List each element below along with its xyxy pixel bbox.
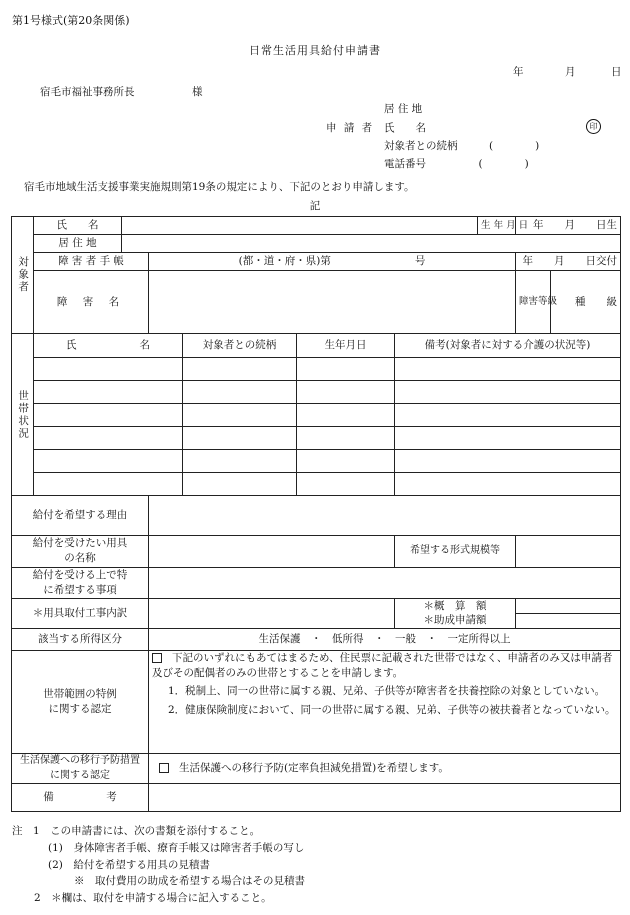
income-category-options[interactable]: 生活保護 ・ 低所得 ・ 一般 ・ 一定所得以上 [149, 629, 621, 651]
note-1-item-2: (2) 給付を希望する用具の見積書 [48, 858, 210, 871]
disability-name-label: 障 害 名 [34, 271, 149, 334]
transition-block [149, 754, 621, 784]
disability-grade-label: 障害等級 [516, 271, 551, 334]
remarks-field[interactable] [149, 784, 621, 812]
document-title: 日常生活用具給付申請書 [249, 44, 381, 57]
subject-address-field[interactable] [122, 235, 621, 253]
special-request-field[interactable] [149, 567, 621, 598]
household-section-label: 世帯状況 [12, 334, 34, 496]
applicant-address-label: 居 住 地 [384, 103, 423, 115]
household-row [12, 358, 621, 381]
item-name-label: 給付を受けたい用具の名称 [12, 536, 149, 567]
applicant-name-label: 氏 名 [384, 122, 426, 134]
intro-text: 宿毛市地域生活支援事業実施規則第19条の規定により、下記のとおり申請します。 [24, 181, 415, 193]
household-col-relation: 対象者との続柄 [183, 334, 297, 358]
transition-checkbox[interactable] [159, 763, 169, 773]
household-col-birth: 生年月日 [297, 334, 395, 358]
household-row [12, 473, 621, 496]
birth-date-field[interactable]: 年 月 日生 [516, 217, 621, 235]
handbook-label: 障 害 者 手 帳 [34, 253, 149, 271]
household-row [12, 427, 621, 450]
install-work-label: ＊用具取付工事内訳 [12, 599, 149, 629]
notes-section [12, 823, 305, 907]
date-month: 月 [565, 66, 576, 78]
install-work-field[interactable] [149, 599, 395, 629]
applicant-relation-label: 対象者との続柄 ( ) [384, 140, 540, 152]
handbook-number-field[interactable]: (都・道・府・県)第 号 [149, 253, 516, 271]
special-case-item-1: 1．税制上、同一の世帯に属する親、兄弟、子供等が障害者を扶養控除の対象としていない。 [168, 685, 606, 698]
special-case-text: 下記のいずれにもあてはまるため、住民票に記載された世帯ではなく、申請者のみ又は申請者及びその配偶者のみの世帯とすることを申請します。 [152, 652, 613, 680]
subject-section-label: 対象者 [12, 217, 34, 334]
household-col-remarks: 備考(対象者に対する介護の状況等) [395, 334, 621, 358]
item-name-field[interactable] [149, 536, 395, 567]
format-label: 希望する形式規模等 [395, 536, 516, 567]
birth-date-label: 生 年 月 日 [478, 217, 516, 235]
application-form-table [11, 216, 621, 812]
note-1: 注 1 この申請書には、次の書類を添付すること。 [12, 825, 261, 837]
addressee: 宿毛市福祉事務所長 [40, 86, 135, 98]
disability-type-field[interactable]: 種 級 [551, 271, 621, 334]
seal-icon: 印 [586, 119, 601, 134]
special-case-checkbox[interactable] [152, 653, 162, 663]
special-case-item-2: 2．健康保険制度において、同一の世帯に属する親、兄弟、子供等の被扶養者となっていない。 [168, 703, 616, 716]
format-field[interactable] [516, 536, 621, 567]
date-day: 日 [611, 66, 622, 78]
aid-amount-field[interactable] [516, 614, 621, 629]
transition-text: 生活保護への移行予防(定率負担減免措置)を希望します。 [179, 761, 449, 774]
form-number: 第1号様式(第20条関係) [12, 14, 130, 27]
household-row [12, 381, 621, 404]
household-row [12, 450, 621, 473]
subject-address-label: 居 住 地 [34, 235, 122, 253]
subject-name-label: 氏 名 [34, 217, 122, 235]
household-col-name: 氏 名 [34, 334, 183, 358]
special-case-block [149, 651, 621, 754]
note-1-item-1: (1) 身体障害者手帳、療育手帳又は障害者手帳の写し [48, 841, 305, 854]
applicant-phone-label: 電話番号 ( ) [384, 158, 529, 170]
note-2: 2 ＊欄は、取付を申請する場合に記入すること。 [34, 892, 272, 905]
date-year: 年 [513, 66, 524, 78]
estimate-label: ＊概 算 額 [395, 599, 516, 614]
remarks-label: 備 考 [12, 784, 149, 812]
transition-label: 生活保護への移行予防措置に関する認定 [12, 754, 149, 784]
special-case-label: 世帯範囲の特例に関する認定 [12, 651, 149, 754]
estimate-field[interactable] [516, 599, 621, 614]
household-row [12, 404, 621, 427]
applicant-label: 申 請 者 [326, 122, 375, 134]
reason-label: 給付を希望する理由 [12, 496, 149, 536]
disability-name-field[interactable] [149, 271, 516, 334]
honorific: 様 [192, 86, 203, 98]
reason-field[interactable] [149, 496, 621, 536]
aid-amount-label: ＊助成申請額 [395, 614, 516, 629]
special-request-label: 給付を受ける上で特に希望する事項 [12, 567, 149, 598]
handbook-date-field[interactable]: 年 月 日交付 [516, 253, 621, 271]
note-1-item-3: ※ 取付費用の助成を希望する場合はその見積書 [74, 875, 305, 888]
subject-name-field[interactable] [122, 217, 478, 235]
income-category-label: 該当する所得区分 [12, 629, 149, 651]
ki-heading: 記 [309, 200, 321, 212]
